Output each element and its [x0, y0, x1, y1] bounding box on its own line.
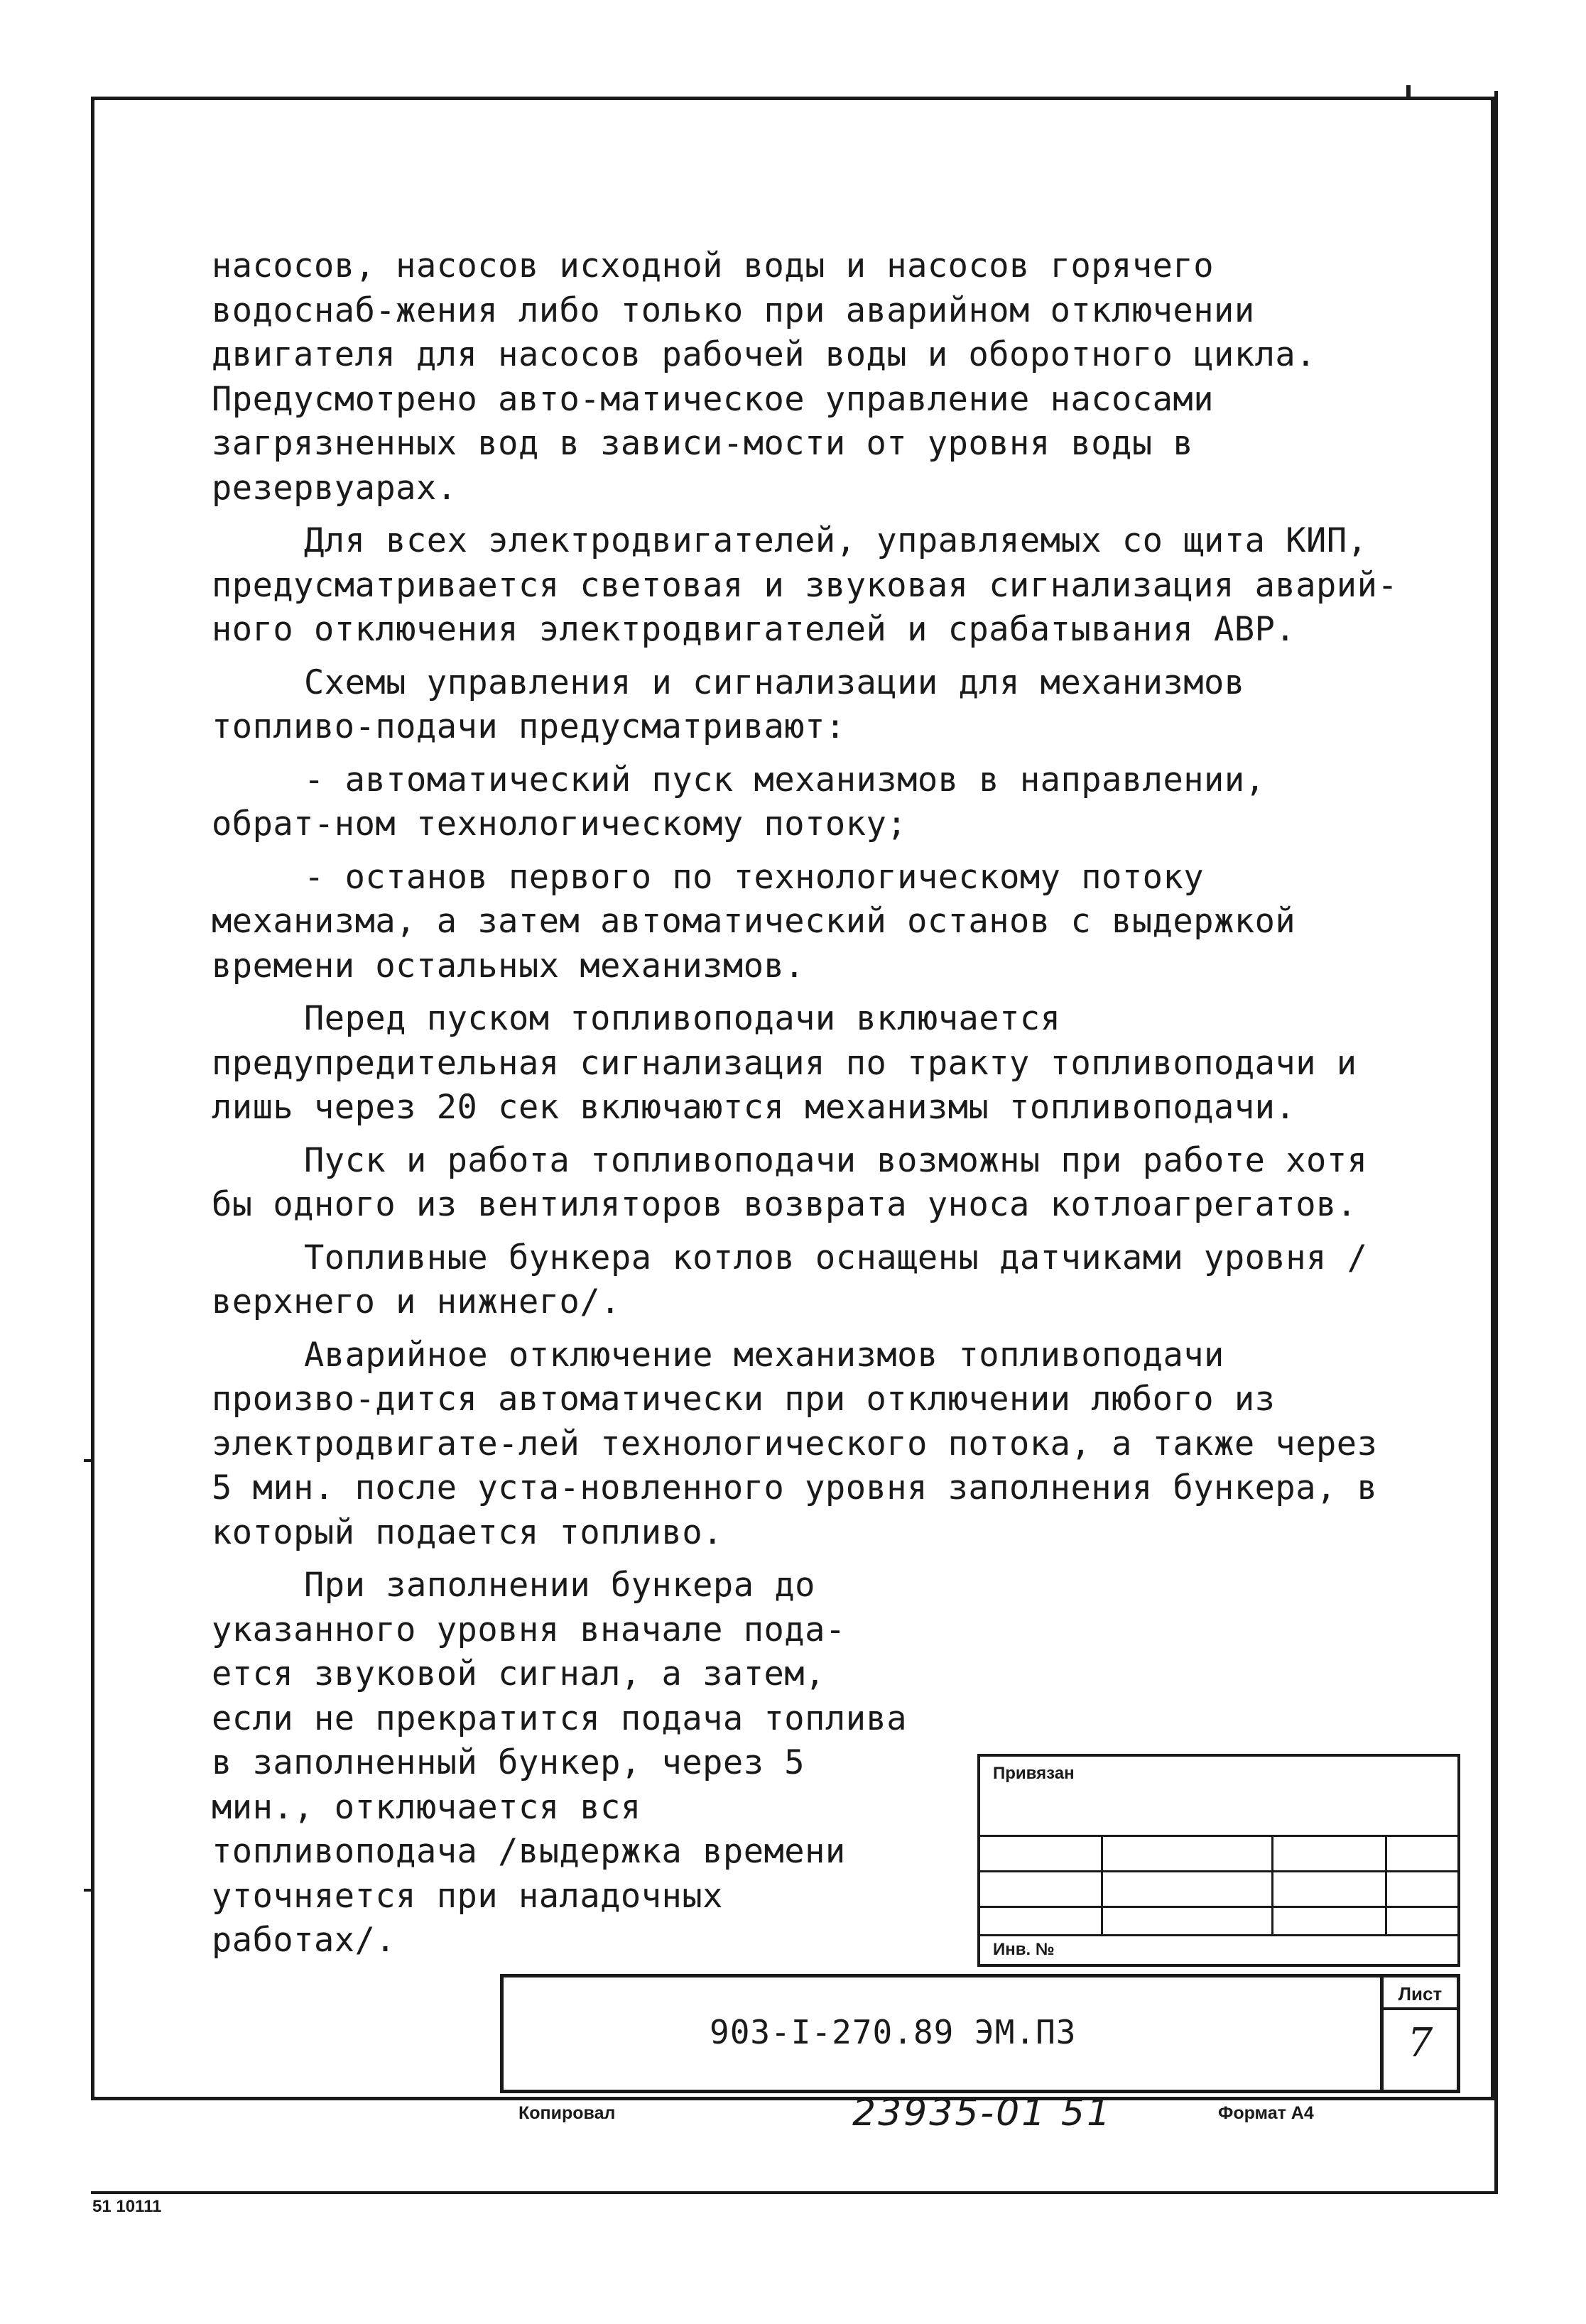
- paragraph: Пуск и работа топливоподачи возможны при работе хотя бы одного из вентиляторов возврата уноса котлоагрегатов.: [212, 1140, 1368, 1224]
- sheet-box: [1380, 1977, 1457, 2090]
- margin-tick: [84, 1889, 94, 1892]
- sheet-label: Лист: [1384, 1980, 1457, 2010]
- document-body: [212, 244, 1405, 1972]
- inv-label: Инв. №: [993, 1940, 1055, 1959]
- stamp-col-rule: [1385, 1835, 1387, 1934]
- page-bottom-rule: [91, 2191, 1498, 2194]
- stamp-rule: [980, 1934, 1457, 1936]
- approval-stamp: [977, 1754, 1460, 1967]
- list-item: - останов первого по технологическому потоку механизма, а затем автоматический останов с выдержкой времени остальных механизмов.: [212, 857, 1296, 986]
- frame-right-edge: [1494, 91, 1498, 2193]
- copied-label: Копировал: [518, 2103, 616, 2123]
- title-block: [500, 1974, 1460, 2093]
- paragraph: Перед пуском топливоподачи включается предупредительная сигнализация по тракту топливоподачи и лишь через 20 сек включаются механизмы топливоподачи.: [212, 999, 1357, 1127]
- stamp-col-rule: [1271, 1835, 1273, 1934]
- paragraph: При заполнении бункера до указанного уровня вначале пода-ется звуковой сигнал, а затем, если не прекратится подача топлива в заполненный бункер, через 5 мин., отключается вся топливоподача /выдержка времени уточняется при наладочных работах/.: [212, 1566, 908, 1960]
- frame-bottom-edge: [91, 2097, 1494, 2100]
- archive-number: 23935-01 51: [852, 2092, 1113, 2134]
- margin-tick: [1406, 85, 1411, 97]
- paragraph: Для всех электродвигателей, управляемых со щита КИП, предусматривается световая и звуковая сигнализация аварий-ного отключения электродвигателей и срабатывания АВР.: [212, 521, 1398, 649]
- paragraph: Аварийное отключение механизмов топливоподачи произво-дится автоматически при отключении любого из электродвигате-лей технологического потока, а также через 5 мин. после уста-новленного уровня заполнения бункера, в который подается топливо.: [212, 1335, 1378, 1552]
- stamp-col-rule: [1101, 1835, 1103, 1934]
- attached-label: Привязан: [993, 1764, 1075, 1783]
- list-item: - автоматический пуск механизмов в направлении, обрат-ном технологическому потоку;: [212, 760, 1266, 844]
- form-code: 51 10111: [92, 2197, 162, 2216]
- paragraph: Схемы управления и сигнализации для механизмов топливо-подачи предусматривают:: [212, 662, 1245, 746]
- paragraph: насосов, насосов исходной воды и насосов горячего водоснаб-жения либо только при аварийном отключении двигателя для насосов рабочей воды и оборотного цикла. Предусмотрено авто-матическое управление насосами загрязненных вод в зависи-мости от уровня воды в резервуарах.: [212, 246, 1317, 508]
- format-label: Формат А4: [1218, 2103, 1314, 2123]
- document-code: 903-I-270.89 ЭМ.ПЗ: [710, 2013, 1077, 2051]
- margin-tick: [84, 1459, 94, 1462]
- sheet-number: 7: [1407, 2020, 1433, 2066]
- paragraph: Топливные бункера котлов оснащены датчиками уровня /верхнего и нижнего/.: [212, 1238, 1368, 1321]
